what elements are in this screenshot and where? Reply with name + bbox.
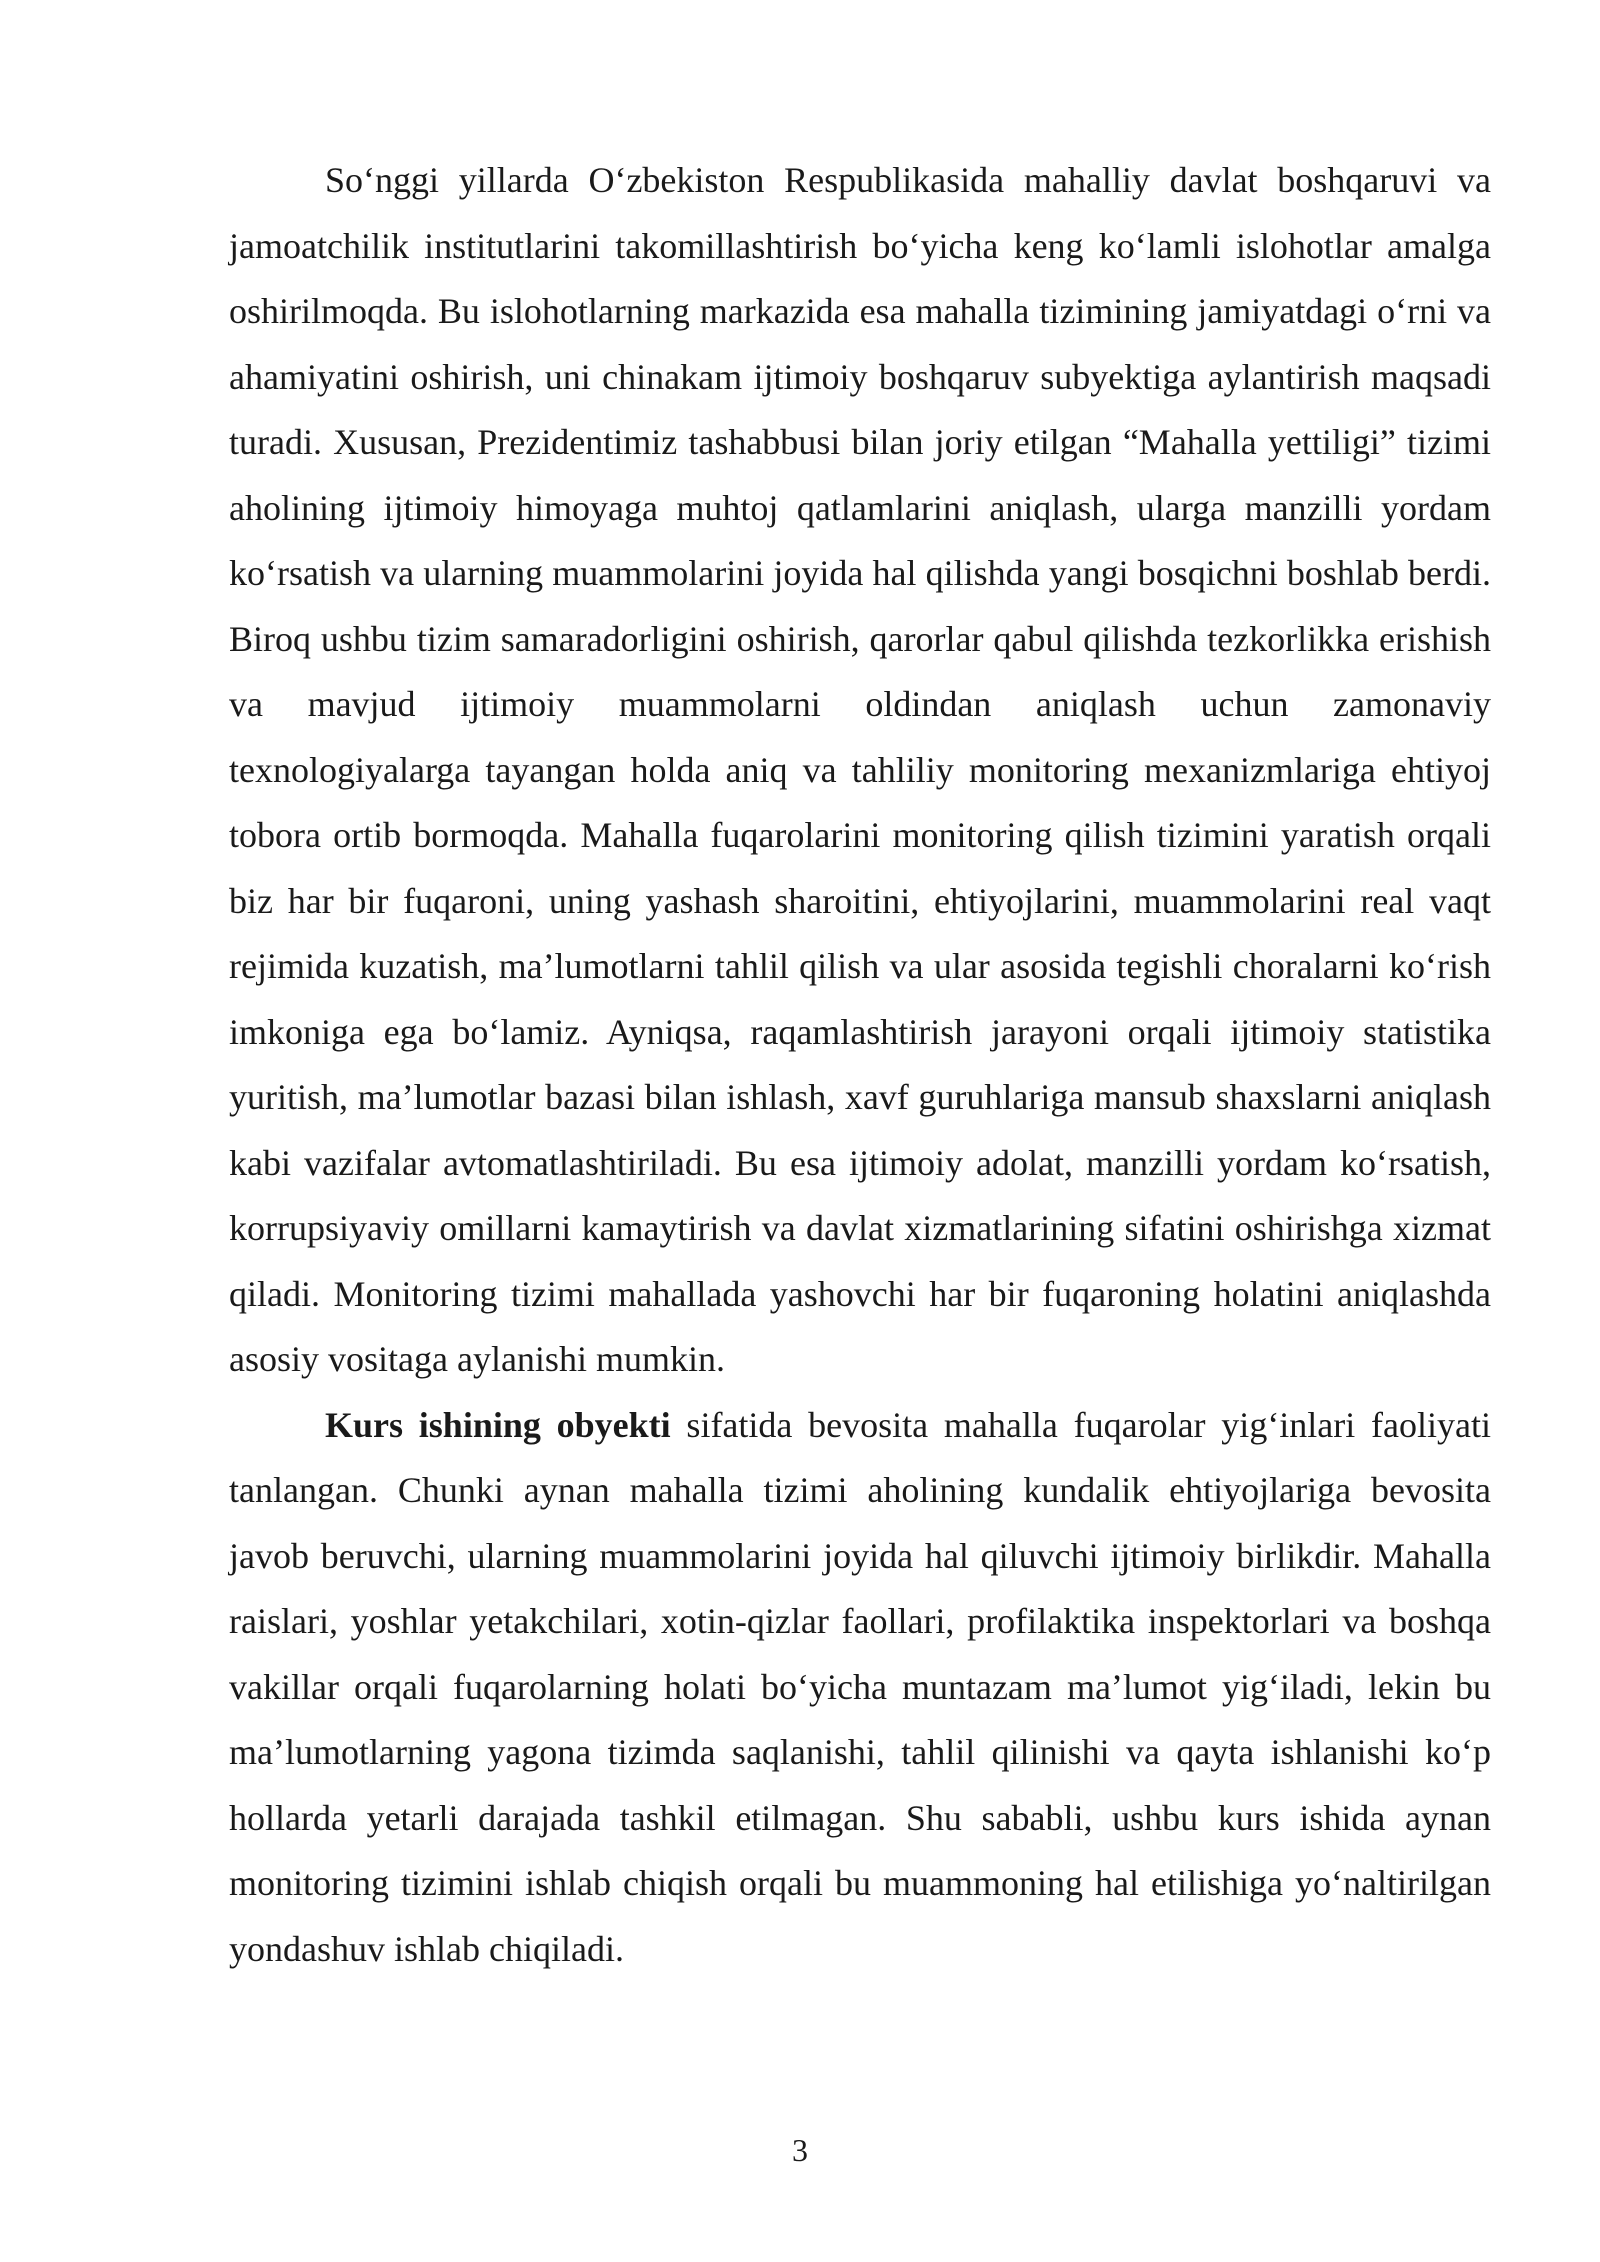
- paragraph-object-text: sifatida bevosita mahalla fuqarolar yig‘inlari faoliyati tanlangan. Chunki aynan mahalla tizimi aholining kundalik ehtiyojlariga bevosita javob beruvchi, ularning muammolarini joyida hal qiluvchi ijtimoiy birlikdir. Mahalla raislari, yoshlar yetakchilari, xotin-qizlar faollari, profilaktika inspektorlari va boshqa vakillar orqali fuqarolarning holati bo‘yicha muntazam ma’lumot yig‘iladi, lekin bu ma’lumotlarning yagona tizimda saqlanishi, tahlil qilinishi va qayta ishlanishi ko‘p hollarda yetarli darajada tashkil etilmagan. Shu sababli, ushbu kurs ishida aynan monitoring tizimini ishlab chiqish orqali bu muammoning hal etilishiga yo‘naltirilgan yondashuv ishlab chiqiladi.: [229, 1404, 1491, 1969]
- bold-term-course-object: Kurs ishining obyekti: [325, 1404, 671, 1445]
- paragraph-intro: So‘nggi yillarda O‘zbekiston Respublikasida mahalliy davlat boshqaruvi va jamoatchilik institutlarini takomillashtirish bo‘yicha keng ko‘lamli islohotlar amalga oshirilmoqda. Bu islohotlarning markazida esa mahalla tizimining jamiyatdagi o‘rni va ahamiyatini oshirish, uni chinakam ijtimoiy boshqaruv subyektiga aylantirish maqsadi turadi. Xususan, Prezidentimiz tashabbusi bilan joriy etilgan “Mahalla yettiligi” tizimi aholining ijtimoiy himoyaga muhtoj qatlamlarini aniqlash, ularga manzilli yordam ko‘rsatish va ularning muammolarini joyida hal qilishda yangi bosqichni boshlab berdi. Biroq ushbu tizim samaradorligini oshirish, qarorlar qabul qilishda tezkorlikka erishish va mavjud ijtimoiy muammolarni oldindan aniqlash uchun zamonaviy texnologiyalarga tayangan holda aniq va tahliliy monitoring mexanizmlariga ehtiyoj tobora ortib bormoqda. Mahalla fuqarolarini monitoring qilish tizimini yaratish orqali biz har bir fuqaroni, uning yashash sharoitini, ehtiyojlarini, muammolarini real vaqt rejimida kuzatish, ma’lumotlarni tahlil qilish va ular asosida tegishli choralarni ko‘rish imkoniga ega bo‘lamiz. Ayniqsa, raqamlashtirish jarayoni orqali ijtimoiy statistika yuritish, ma’lumotlar bazasi bilan ishlash, xavf guruhlariga mansub shaxslarni aniqlash kabi vazifalar avtomatlashtiriladi. Bu esa ijtimoiy adolat, manzilli yordam ko‘rsatish, korrupsiyaviy omillarni kamaytirish va davlat xizmatlarining sifatini oshirishga xizmat qiladi. Monitoring tizimi mahallada yashovchi har bir fuqaroning holatini aniqlashda asosiy vositaga aylanishi mumkin.: [229, 160, 1491, 1379]
- page-number: 3: [792, 2132, 808, 2168]
- body-text: [229, 148, 1491, 1982]
- paragraph-object: [229, 1393, 1491, 1983]
